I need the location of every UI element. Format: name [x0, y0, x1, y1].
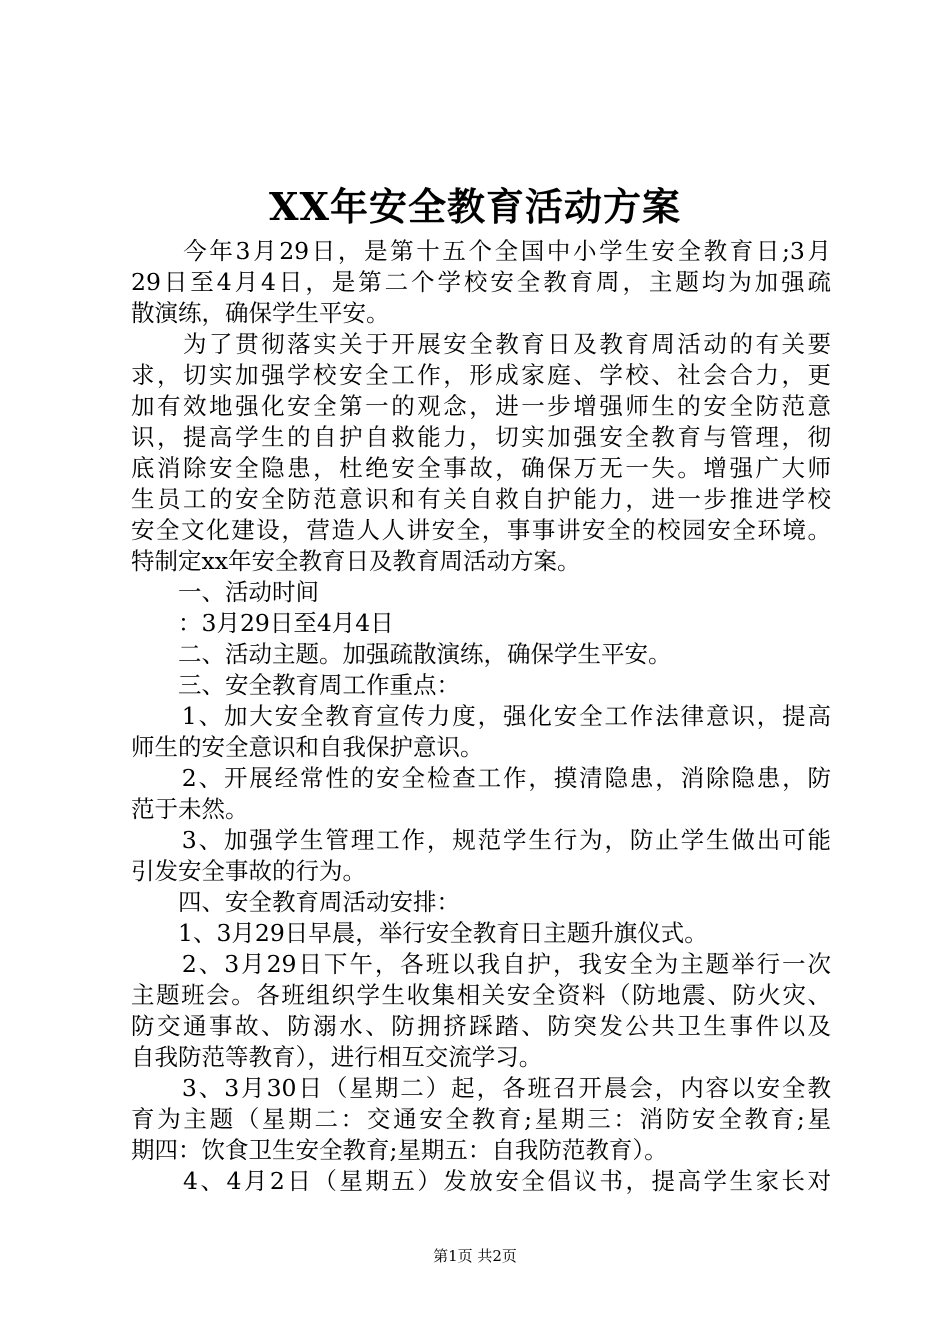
text-line: 4、4月2日（星期五）发放安全倡议书，提高学生家长对 — [131, 1167, 831, 1195]
text-line: 育为主题（星期二：交通安全教育;星期三：消防安全教育;星 — [131, 1105, 831, 1133]
text-line: 3、加强学生管理工作，规范学生行为，防止学生做出可能 — [131, 826, 831, 854]
text-line: 1、加大安全教育宣传力度，强化安全工作法律意识，提高 — [131, 702, 831, 730]
text-line: 加有效地强化安全第一的观念，进一步增强师生的安全防范意 — [131, 392, 831, 420]
text-line: 四、安全教育周活动安排： — [131, 888, 460, 916]
text-line: 防交通事故、防溺水、防拥挤踩踏、防突发公共卫生事件以及 — [131, 1012, 831, 1040]
text-line: 主题班会。各班组织学生收集相关安全资料（防地震、防火灾、 — [131, 981, 831, 1009]
text-line: 引发安全事故的行为。 — [131, 857, 366, 885]
text-line: 特制定xx年安全教育日及教育周活动方案。 — [131, 547, 581, 575]
text-line: 一、活动时间 — [131, 578, 319, 606]
text-line: 生员工的安全防范意识和有关自救自护能力，进一步推进学校 — [131, 485, 831, 513]
text-line: 1、3月29日早晨，举行安全教育日主题升旗仪式。 — [131, 919, 708, 947]
document-body — [131, 236, 831, 1197]
document-title: XX年安全教育活动方案 — [269, 184, 681, 229]
text-line: 底消除安全隐患，杜绝安全事故，确保万无一失。增强广大师 — [131, 454, 831, 482]
text-line: 期四：饮食卫生安全教育;星期五：自我防范教育）。 — [131, 1136, 668, 1164]
page-footer: 第1页 共2页 — [433, 1247, 517, 1265]
text-line: 三、安全教育周工作重点： — [131, 671, 460, 699]
text-line: 二、活动主题。加强疏散演练，确保学生平安。 — [131, 640, 672, 668]
text-line: 安全文化建设，营造人人讲安全，事事讲安全的校园安全环境。 — [131, 516, 831, 544]
text-line: 2、开展经常性的安全检查工作，摸清隐患，消除隐患，防 — [131, 764, 831, 792]
text-line: 3、3月30日（星期二）起，各班召开晨会，内容以安全教 — [131, 1074, 831, 1102]
text-line: 今年3月29日，是第十五个全国中小学生安全教育日;3月 — [131, 237, 831, 265]
text-line: 识，提高学生的自护自救能力，切实加强安全教育与管理，彻 — [131, 423, 831, 451]
text-line: ：3月29日至4月4日 — [131, 609, 394, 637]
text-line: 2、3月29日下午，各班以我自护，我安全为主题举行一次 — [131, 950, 831, 978]
text-line: 为了贯彻落实关于开展安全教育日及教育周活动的有关要 — [131, 330, 831, 358]
text-line: 范于未然。 — [131, 795, 249, 823]
text-line: 散演练，确保学生平安。 — [131, 299, 390, 327]
text-line: 师生的安全意识和自我保护意识。 — [131, 733, 484, 761]
text-line: 29日至4月4日，是第二个学校安全教育周，主题均为加强疏 — [131, 268, 831, 296]
text-line: 自我防范等教育），进行相互交流学习。 — [131, 1043, 543, 1071]
text-line: 求，切实加强学校安全工作，形成家庭、学校、社会合力，更 — [131, 361, 831, 389]
